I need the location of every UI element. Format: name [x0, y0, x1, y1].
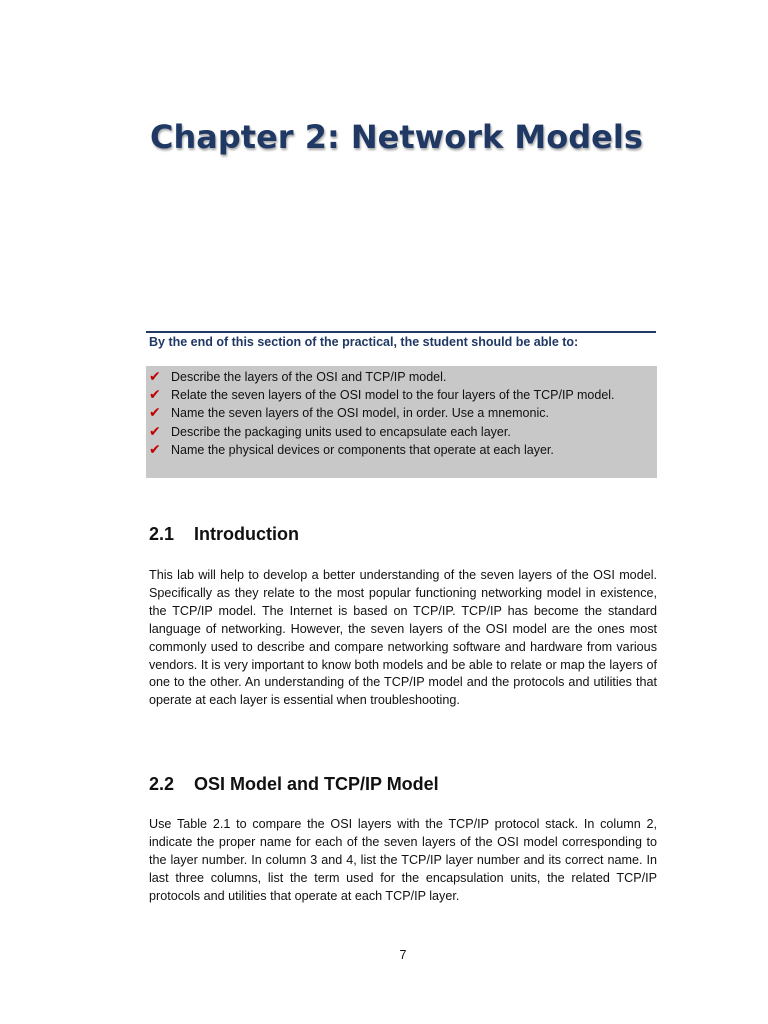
objective-text: Describe the layers of the OSI and TCP/IP model.: [171, 370, 447, 384]
objective-text: Name the physical devices or components that operate at each layer.: [171, 442, 554, 457]
objective-item: [146, 368, 657, 386]
section-heading-osi-tcpip: [149, 774, 439, 795]
chapter-title: Chapter 2: Network Models: [150, 118, 643, 156]
section-heading-introduction: [149, 524, 299, 545]
objectives-divider: [146, 331, 656, 333]
objectives-intro: By the end of this section of the practical, the student should be able to:: [149, 335, 579, 349]
objective-item: [146, 441, 657, 459]
introduction-paragraph: This lab will help to develop a better understanding of the seven layers of the OSI model. Specifically as they relate to the most popular functioning networking model in existence, the TCP/IP model. The Internet is based on TCP/IP. TCP/IP has become the standard language of networking. However, the seven layers of the OSI model are the ones most commonly used to describe and compare networking software and hardware from various vendors. It is very important to know both models and be able to relate or map the layers of one to the other. An understanding of the TCP/IP model and the protocols and utilities that operate at each layer is essential when troubleshooting.: [149, 568, 657, 708]
objective-text: Relate the seven layers of the OSI model to the four layers of the TCP/IP model.: [171, 388, 615, 403]
checkmark-icon: ✔: [149, 404, 161, 421]
checkmark-icon: ✔: [149, 368, 161, 384]
osi-model-paragraph: Use Table 2.1 to compare the OSI layers with the TCP/IP protocol stack. In column 2, indicate the proper name for each of the seven layers of the OSI model corresponding to the layer number. In column 3 and 4, list the TCP/IP layer number and its correct name. In last three columns, list the term used for the encapsulation units, the related TCP/IP protocols and utilities that operate at each TCP/IP layer.: [149, 817, 657, 903]
section-title: Introduction: [194, 524, 299, 544]
page-number: 7: [399, 948, 407, 962]
objective-item: [146, 423, 657, 441]
section-title: OSI Model and TCP/IP Model: [194, 774, 439, 794]
checkmark-icon: ✔: [149, 422, 161, 439]
objectives-list: [146, 366, 657, 459]
objective-text: Name the seven layers of the OSI model, in order. Use a mnemonic.: [171, 406, 549, 421]
objective-item: [146, 386, 657, 404]
checkmark-icon: ✔: [149, 386, 161, 403]
checkmark-icon: ✔: [149, 440, 161, 457]
objectives-box: [146, 366, 657, 478]
section-number: 2.2: [149, 774, 175, 794]
section-number: 2.1: [149, 524, 175, 544]
objective-item: [146, 404, 657, 422]
objective-text: Describe the packaging units used to encapsulate each layer.: [171, 424, 511, 439]
